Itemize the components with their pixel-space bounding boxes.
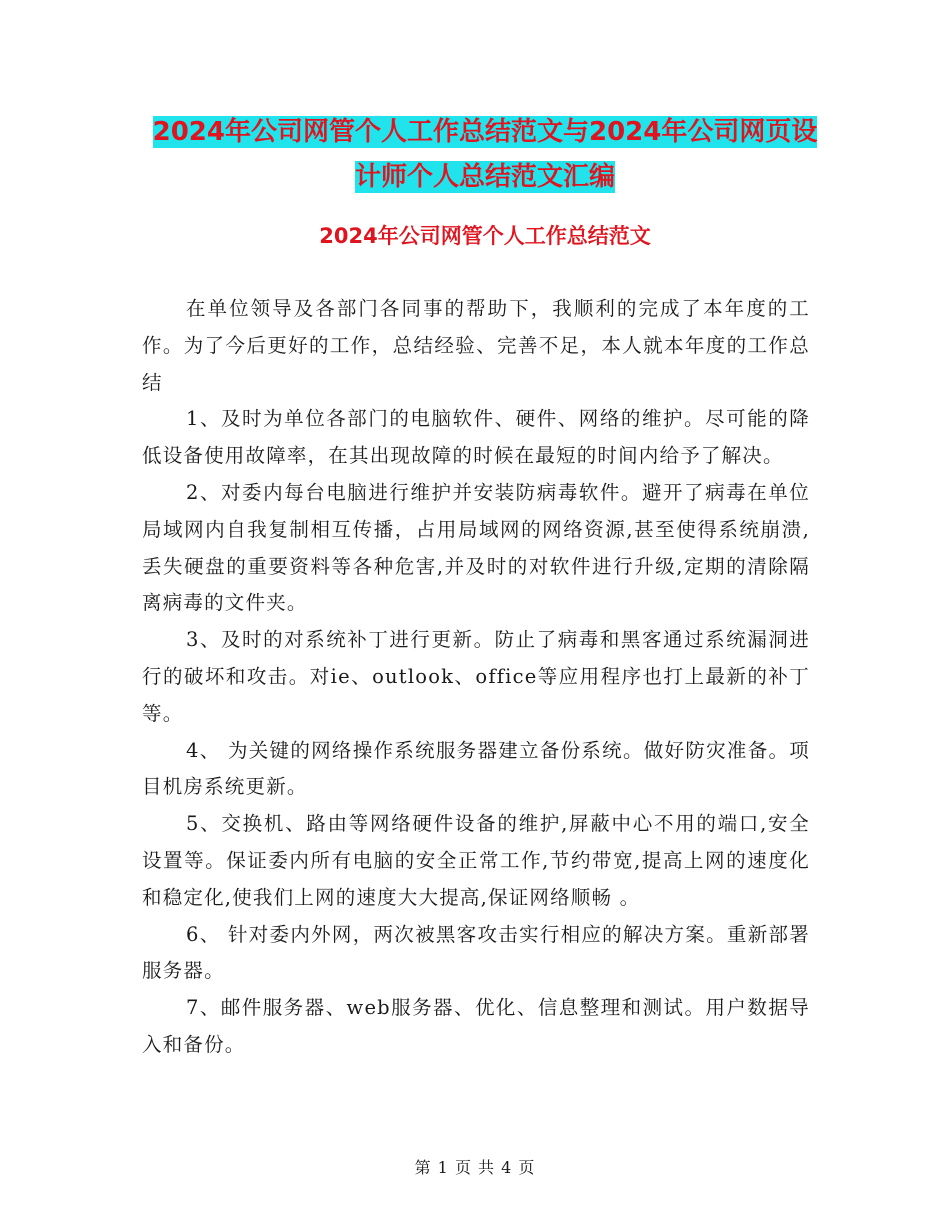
document-title [140,110,830,200]
paragraph-item-3: 3、及时的对系统补丁进行更新。防止了病毒和黑客通过系统漏洞进行的破坏和攻击。对ie、outlook、office等应用程序也打上最新的补丁等。 [142,628,810,725]
paragraph-item-5: 5、交换机、路由等网络硬件设备的维护,屏蔽中心不用的端口,安全设置等。保证委内所有电脑的安全正常工作,节约带宽,提高上网的速度化和稳定化,使我们上网的速度大大提高,保证网络顺畅 。 [142,812,810,909]
paragraph-item-4: 4、 为关键的网络操作系统服务器建立备份系统。做好防灾准备。项目机房系统更新。 [142,738,810,799]
document-body [142,291,810,1064]
section-title: 2024年公司网管个人工作总结范文 [319,224,651,248]
paragraph-item-7: 7、邮件服务器、web服务器、优化、信息整理和测试。用户数据导入和备份。 [142,996,810,1056]
paragraph-intro: 在单位领导及各部门各同事的帮助下，我顺利的完成了本年度的工作。为了今后更好的工作，总结经验、完善不足，本人就本年度的工作总结 [142,297,810,394]
page-number-footer: 第 1 页 共 4 页 [414,1158,536,1177]
paragraph-item-6: 6、 针对委内外网，两次被黑客攻击实行相应的解决方案。重新部署服务器。 [142,922,810,983]
paragraph-item-2: 2、对委内每台电脑进行维护并安装防病毒软件。避开了病毒在单位局域网内自我复制相互传播，占用局域网的网络资源,甚至使得系统崩溃,丢失硬盘的重要资料等各种危害,并及时的对软件进行升级,定期的清除隔离病毒的文件夹。 [142,480,810,615]
document-title-highlight: 2024年公司网管个人工作总结范文与2024年公司网页设计师个人总结范文汇编 [152,117,818,192]
paragraph-item-1: 1、及时为单位各部门的电脑软件、硬件、网络的维护。尽可能的降低设备使用故障率，在其出现故障的时候在最短的时间内给予了解决。 [142,407,810,468]
